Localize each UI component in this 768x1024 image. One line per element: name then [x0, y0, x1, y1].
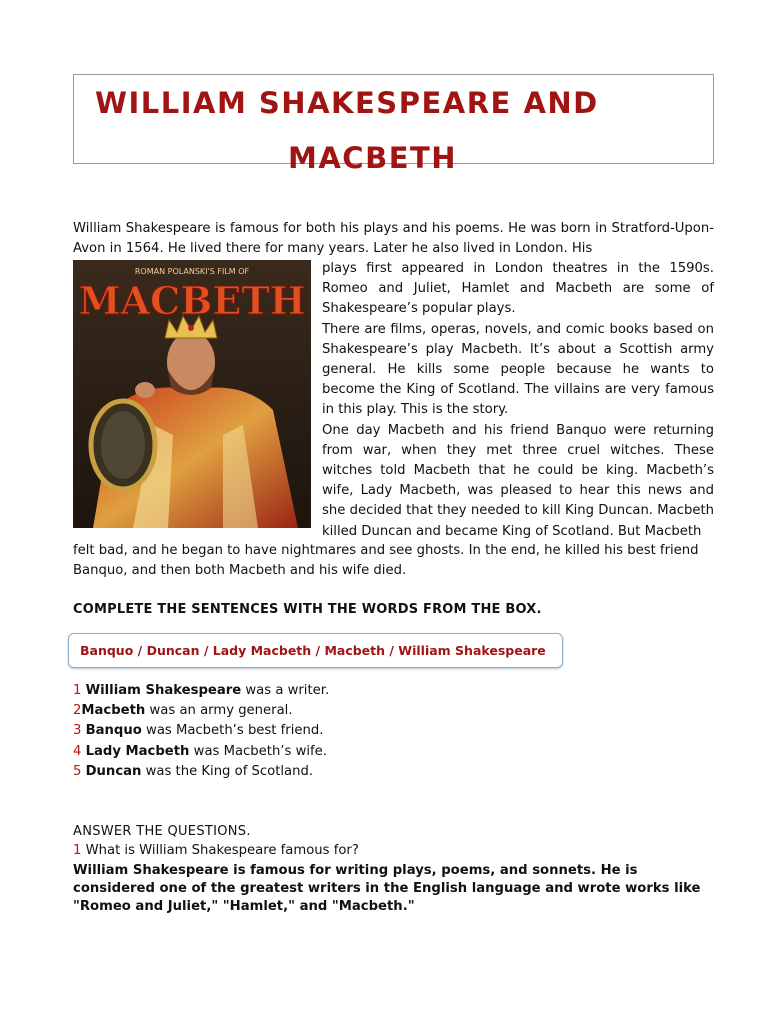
sentence-number: 4	[73, 743, 82, 759]
sentence-answer: Duncan	[85, 763, 142, 779]
sentence-text: was Macbeth’s wife.	[193, 743, 327, 759]
page-title-line2: MACBETH	[288, 141, 458, 175]
intro-paragraph-top: William Shakespeare is famous for both his plays and his poems. He was born in Stratford-Upon-Avon in 1564. He lived there for many years. Later he also lived in London. His	[73, 221, 714, 257]
intro-paragraph-2: There are films, operas, novels, and comic books based on Shakespeare’s play Macbeth. It’s about a Scottish army general. He kills some people because he wants to become the King of Scotland. The villains are very famous in this play. This is the story.	[322, 321, 714, 418]
sentence-number: 5	[73, 763, 82, 779]
sentence-1	[73, 681, 329, 701]
sentence-answer: Lady Macbeth	[85, 743, 190, 759]
sentence-2	[73, 701, 329, 721]
sentence-number: 3	[73, 723, 82, 739]
sentence-text: was a writer.	[245, 683, 330, 698]
word-box-text: Banquo / Duncan / Lady Macbeth / Macbeth / William Shakespeare	[80, 643, 546, 658]
intro-right-column	[322, 259, 714, 542]
sentence-text: was the King of Scotland.	[145, 763, 314, 779]
poster-title: MACBETH	[78, 278, 306, 323]
sentence-answer: Banquo	[85, 723, 142, 739]
intro-paragraph-1: plays first appeared in London theatres in the 1590s. Romeo and Juliet, Hamlet and Macbeth are some of Shakespeare’s popular plays.	[322, 261, 714, 317]
sentence-text: was Macbeth’s best friend.	[146, 723, 324, 739]
sentence-number: 1	[73, 683, 82, 698]
sentence-text: was an army general.	[149, 703, 293, 719]
sentence-5	[73, 762, 329, 782]
sentence-3	[73, 721, 329, 741]
exercise1-heading: COMPLETE THE SENTENCES WITH THE WORDS FROM THE BOX.	[73, 602, 542, 617]
question-1-answer: William Shakespeare is famous for writing plays, poems, and sonnets. He is considered one of the greatest writers in the English language and wrote works like "Romeo and Juliet," "Hamlet," and "Macbeth."	[73, 863, 701, 914]
macbeth-poster-image	[73, 260, 311, 528]
sentence-number: 2	[73, 703, 82, 719]
page-title-line1: WILLIAM SHAKESPEARE AND	[95, 86, 599, 120]
poster-illustration	[73, 260, 311, 528]
intro-paragraph-bottom: felt bad, and he began to have nightmares and see ghosts. In the end, he killed his best friend Banquo, and then both Macbeth and his wife died.	[73, 543, 699, 579]
question-1	[73, 843, 359, 858]
poster-caption: ROMAN POLANSKI'S FILM OF	[134, 267, 250, 276]
word-box	[68, 633, 563, 668]
sentence-answer: William Shakespeare	[85, 683, 242, 698]
sentence-list	[73, 681, 329, 782]
sentence-4	[73, 742, 329, 762]
sentence-answer: Macbeth	[81, 703, 146, 719]
question-number: 1	[73, 843, 82, 858]
question-text: What is William Shakespeare famous for?	[85, 843, 359, 858]
exercise2-heading: ANSWER THE QUESTIONS.	[73, 824, 251, 839]
intro-paragraph-3: One day Macbeth and his friend Banquo were returning from war, when they met three cruel witches. These witches told Macbeth that he could be king. Macbeth’s wife, Lady Macbeth, was pleased to hear this news and she decided that they needed to kill King Duncan. Macbeth killed Duncan and became King of Scotland. But Macbeth	[322, 422, 714, 539]
